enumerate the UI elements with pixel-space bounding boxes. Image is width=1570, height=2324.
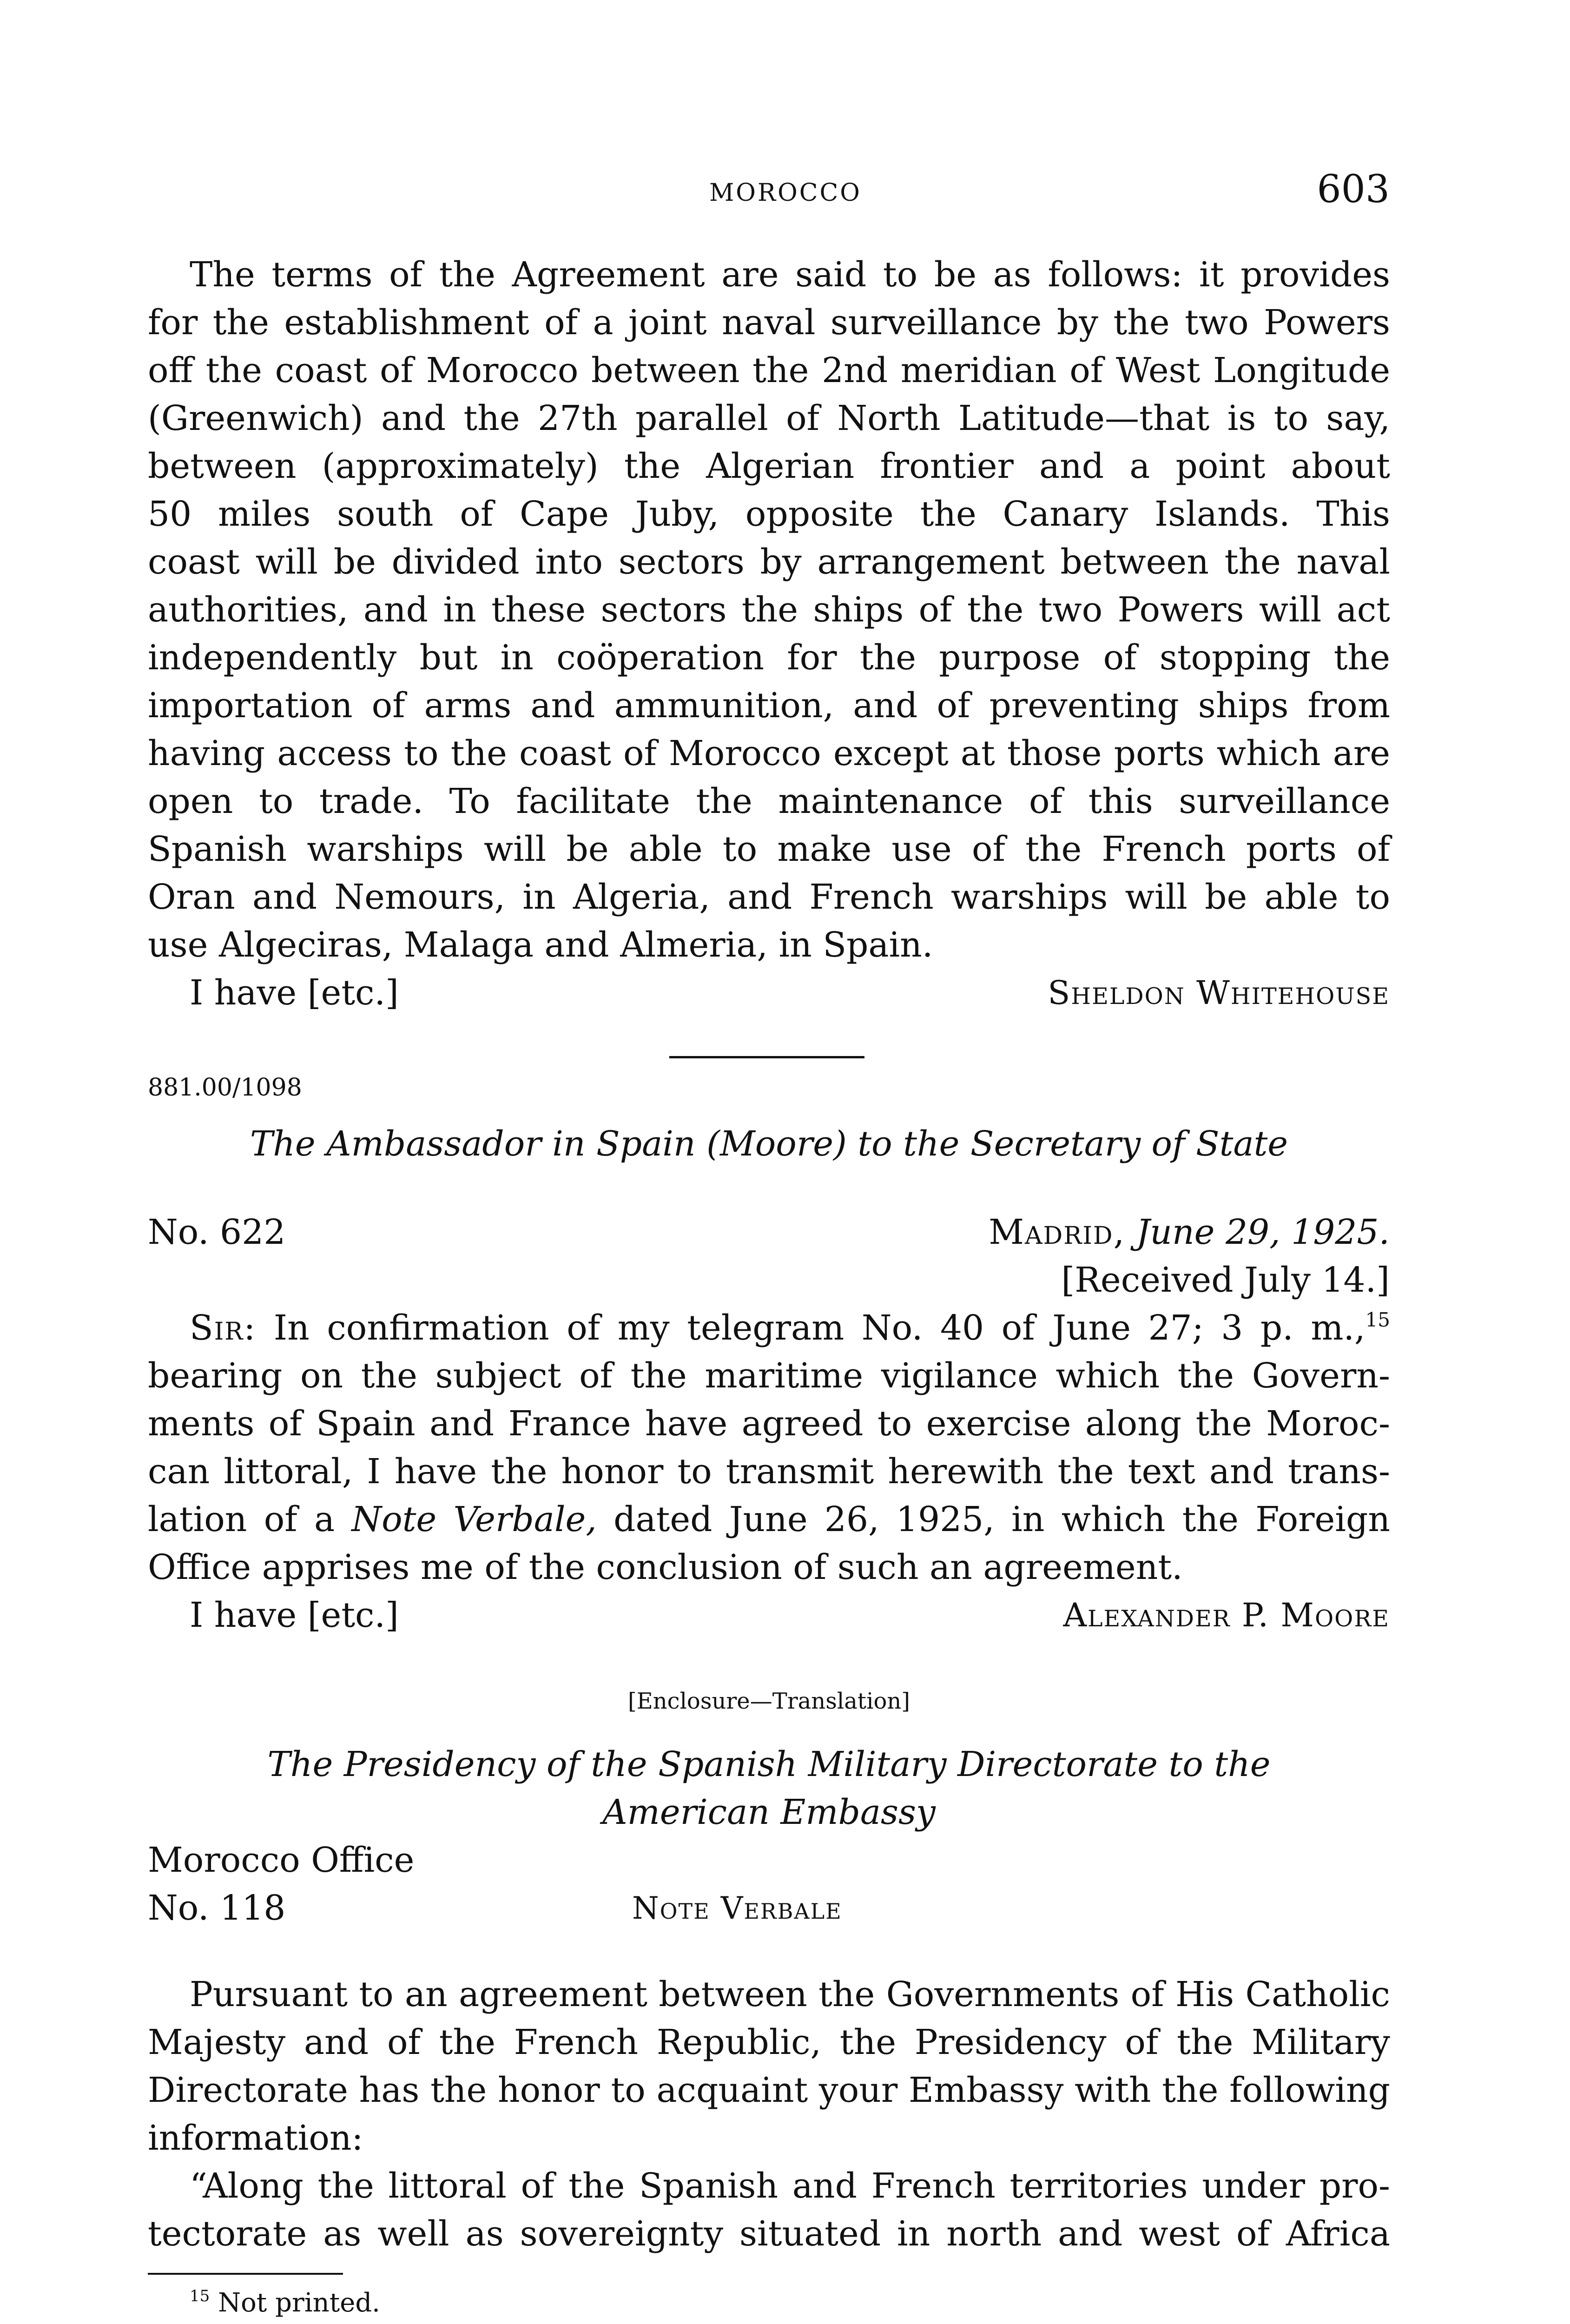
office-name: Morocco Office	[148, 1840, 415, 1880]
section-divider	[669, 1056, 864, 1058]
complimentary-close: I have [etc.]	[190, 973, 399, 1013]
received-date: [Received July 14.]	[1061, 1260, 1390, 1300]
body-text: lation of a	[148, 1499, 335, 1539]
despatch-number: No. 622	[148, 1212, 286, 1252]
text-line: off the coast of Morocco between the 2nd meridian of West Longitude	[148, 350, 1390, 390]
text-line: “Along the littoral of the Spanish and French territories under pro-	[190, 2166, 1390, 2206]
text-line: Directorate has the honor to acquaint your Embassy with the following	[148, 2070, 1390, 2110]
footnote-divider	[148, 2273, 343, 2275]
complimentary-close: I have [etc.]	[190, 1595, 399, 1635]
text-line: Oran and Nemours, in Algeria, and French warships will be able to	[148, 877, 1390, 917]
body-text: In confirmation of my telegram No. 40 of June 27; 3 p. m.,	[273, 1308, 1366, 1348]
text-line: can littoral, I have the honor to transmit herewith the text and trans-	[148, 1452, 1390, 1492]
dateline	[902, 1208, 1390, 1256]
text-line: Spanish warships will be able to make use of the French ports of	[148, 829, 1390, 869]
salutation: Sir:	[190, 1308, 257, 1348]
note-number: No. 118	[148, 1888, 286, 1928]
text-line: bearing on the subject of the maritime vigilance which the Govern-	[148, 1356, 1390, 1396]
enclosure-heading-line: The Presidency of the Spanish Military Directorate to the	[267, 1744, 1271, 1784]
text-line: independently but in coöperation for the purpose of stopping the	[148, 638, 1390, 678]
page-number: 603	[1317, 167, 1390, 211]
text-line: ments of Spain and France have agreed to exercise along the Moroc-	[148, 1404, 1390, 1444]
footnote-reference: 15	[1365, 1308, 1390, 1331]
text-line	[148, 1496, 1390, 1544]
text-line: importation of arms and ammunition, and of preventing ships from	[148, 686, 1390, 726]
text-line: (Greenwich) and the 27th parallel of North Latitude—that is to say,	[148, 398, 1390, 438]
text-line: open to trade. To facilitate the maintenance of this surveillance	[148, 781, 1390, 821]
footnote-marker: 15	[190, 2287, 210, 2305]
signature-moore: Alexander P. Moore	[1063, 1596, 1390, 1634]
text-line: 50 miles south of Cape Juby, opposite the Canary Islands. This	[148, 494, 1390, 534]
text-line	[190, 1304, 1390, 1352]
note-verbale-title: Note Verbale,	[351, 1499, 597, 1539]
text-line: authorities, and in these sectors the ships of the two Powers will act	[148, 590, 1390, 630]
file-number: 881.00/1098	[148, 1074, 302, 1102]
note-verbale-label: Note Verbale	[632, 1890, 842, 1926]
body-text: dated June 26, 1925, in which the Foreign	[613, 1499, 1390, 1539]
date: June 29, 1925.	[1136, 1212, 1390, 1252]
text-line: The terms of the Agreement are said to be as follows: it provides	[190, 255, 1390, 295]
signature-whitehouse: Sheldon Whitehouse	[1048, 974, 1390, 1012]
text-line: Majesty and of the French Republic, the Presidency of the Military	[148, 2022, 1390, 2062]
enclosure-heading	[148, 1741, 1390, 1836]
text-line: information:	[148, 2118, 363, 2158]
footnote	[190, 2284, 380, 2322]
text-line: coast will be divided into sectors by arrangement between the naval	[148, 542, 1390, 582]
footnote-text: Not printed.	[218, 2288, 380, 2318]
document-heading: The Ambassador in Spain (Moore) to the Secretary of State	[250, 1124, 1288, 1164]
place: Madrid,	[989, 1212, 1126, 1252]
text-line: use Algeciras, Malaga and Almeria, in Spain.	[148, 925, 933, 965]
enclosure-label: [Enclosure—Translation]	[628, 1688, 910, 1714]
text-line: for the establishment of a joint naval surveillance by the two Powers	[148, 303, 1390, 343]
text-line: between (approximately) the Algerian frontier and a point about	[148, 446, 1390, 486]
running-title: MOROCCO	[709, 179, 862, 207]
text-line: Pursuant to an agreement between the Governments of His Catholic	[190, 1974, 1390, 2014]
text-line: having access to the coast of Morocco except at those ports which are	[148, 733, 1390, 773]
text-line: tectorate as well as sovereignty situated in north and west of Africa	[148, 2214, 1390, 2254]
text-line: Office apprises me of the conclusion of such an agreement.	[148, 1547, 1183, 1587]
enclosure-heading-line: American Embassy	[602, 1792, 936, 1832]
